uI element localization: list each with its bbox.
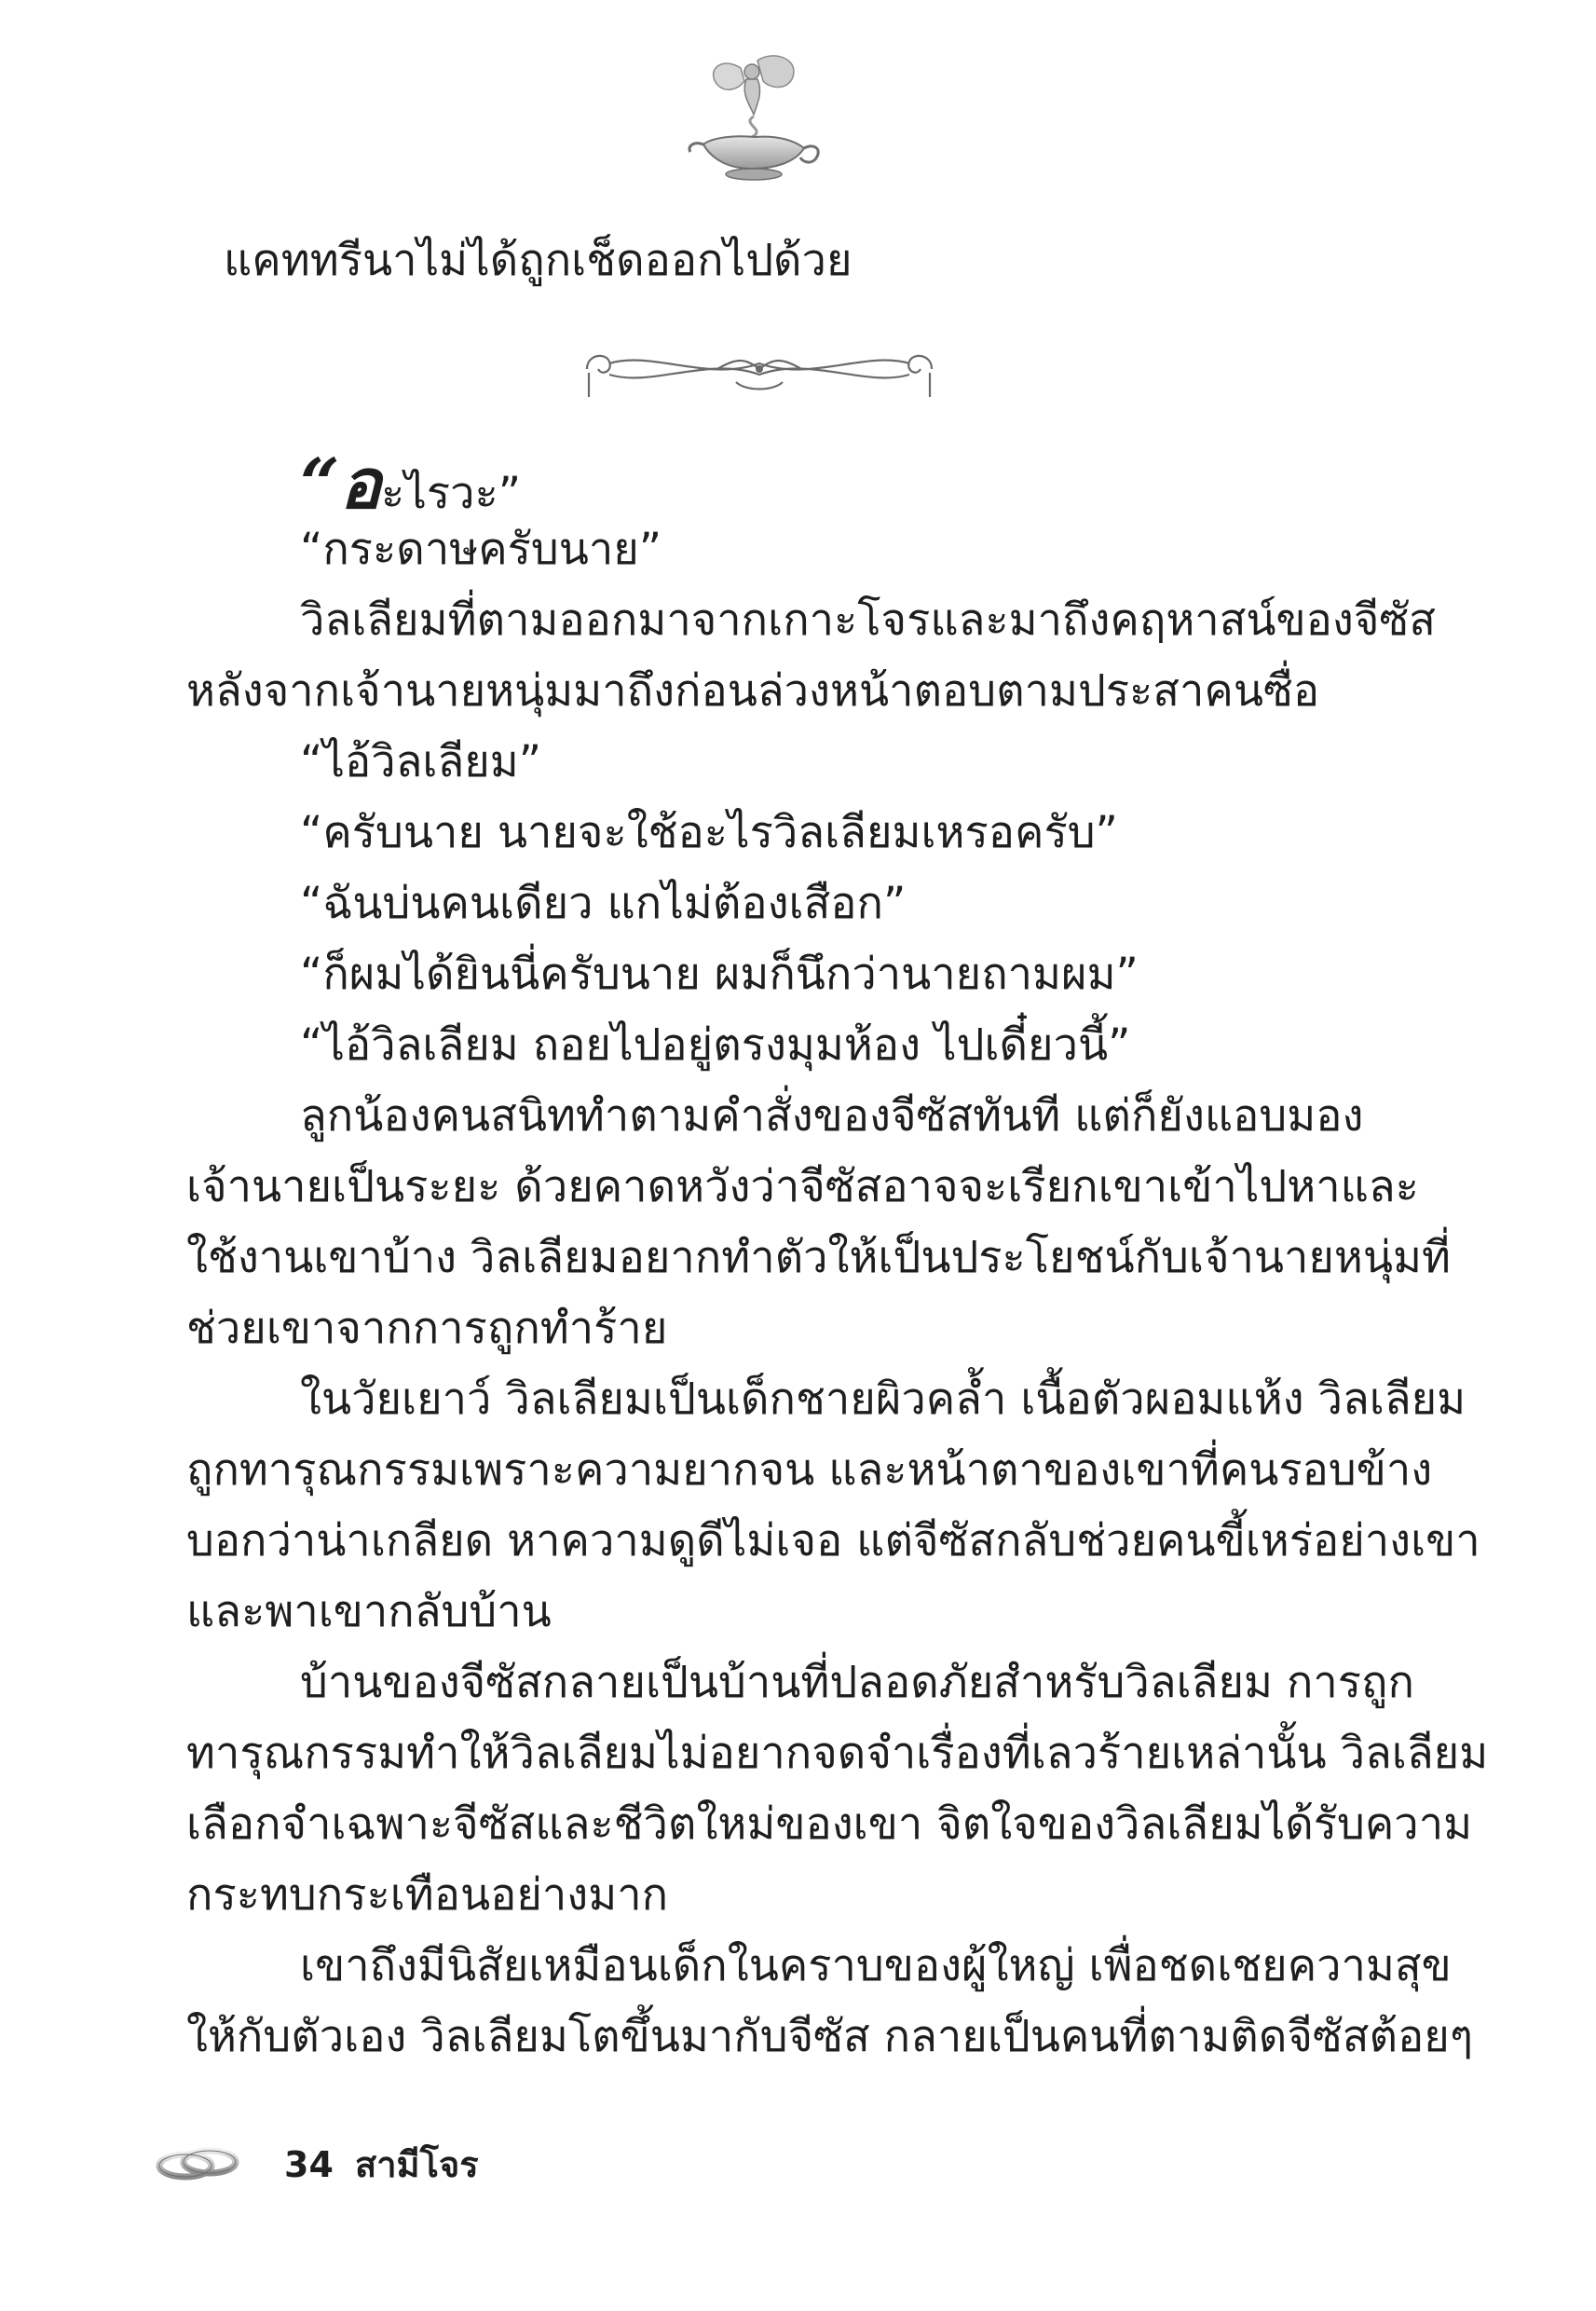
- body-line: ในวัยเยาว์ วิลเลียมเป็นเด็กชายผิวคล้ำ เนื้อตัวผอมแห้ง วิลเลียม: [300, 1374, 1466, 1425]
- body-line: ทารุณกรรมทำให้วิลเลียมไม่อยากจดจำเรื่องที่เลวร้ายเหล่านั้น วิลเลียม: [186, 1728, 1489, 1779]
- body-line: “กระดาษครับนาย”: [300, 524, 662, 575]
- body-line: “ฉันบ่นคนเดียว แกไม่ต้องเสือก”: [300, 878, 907, 929]
- body-line: “ไอ้วิลเลียม”: [300, 736, 542, 787]
- body-line: “ครับนาย นายจะใช้อะไรวิลเลียมเหรอครับ”: [300, 807, 1118, 858]
- ornamental-scroll-divider-icon: [578, 335, 941, 403]
- body-line: และพาเขากลับบ้าน: [186, 1586, 552, 1637]
- book-title: สามีโจร: [355, 2144, 479, 2185]
- wedding-rings-icon: [154, 2143, 243, 2186]
- body-line: บ้านของจีซัสกลายเป็นบ้านที่ปลอดภัยสำหรับวิลเลียม การถูก: [300, 1657, 1414, 1708]
- body-line: “ก็ผมได้ยินนี่ครับนาย ผมก็นึกว่านายถามผม”: [300, 949, 1139, 1000]
- body-line: “ไอ้วิลเลียม ถอยไปอยู่ตรงมุมห้อง ไปเดี๋ยวนี้”: [300, 1019, 1131, 1071]
- opening-quote-mark: “: [300, 444, 340, 525]
- body-line: หลังจากเจ้านายหนุ่มมาถึงก่อนล่วงหน้าตอบตามประสาคนซื่อ: [186, 665, 1320, 717]
- body-line: กระทบกระเทือนอย่างมาก: [186, 1869, 669, 1921]
- body-line: วิลเลียมที่ตามออกมาจากเกาะโจรและมาถึงคฤหาสน์ของจีซัส: [300, 595, 1436, 646]
- body-line: ช่วยเขาจากการถูกทำร้าย: [186, 1303, 668, 1354]
- drop-cap-letter: อ: [339, 444, 382, 525]
- page-number: 34: [284, 2144, 334, 2185]
- body-line: เลือกจำเฉพาะจีซัสและชีวิตใหม่ของเขา จิตใจของวิลเลียมได้รับความ: [186, 1798, 1473, 1850]
- body-line: เจ้านายเป็นระยะ ด้วยคาดหวังว่าจีซัสอาจจะเรียกเขาเข้าไปหาและ: [186, 1161, 1419, 1212]
- top-line: แคททรีนาไม่ได้ถูกเช็ดออกไปด้วย: [224, 235, 853, 286]
- genie-lamp-with-fairy-icon: [685, 51, 825, 182]
- body-line: ใช้งานเขาบ้าง วิลเลียมอยากทำตัวให้เป็นประโยชน์กับเจ้านายหนุ่มที่: [186, 1232, 1452, 1283]
- body-line: ลูกน้องคนสนิททำตามคำสั่งของจีซัสทันที แต่ก็ยังแอบมอง: [300, 1090, 1364, 1142]
- body-line: เขาถึงมีนิสัยเหมือนเด็กในคราบของผู้ใหญ่ เพื่อชดเชยความสุข: [300, 1940, 1452, 1991]
- body-line: ถูกทารุณกรรมเพราะความยากจน และหน้าตาของเขาที่คนรอบข้าง: [186, 1444, 1433, 1496]
- body-line: ให้กับตัวเอง วิลเลียมโตขึ้นมากับจีซัส กลายเป็นคนที่ตามติดจีซัสต้อยๆ: [186, 2011, 1474, 2062]
- chapter-opening-rest: ะไรวะ”: [381, 468, 522, 519]
- body-line: บอกว่าน่าเกลียด หาความดูดีไม่เจอ แต่จีซัสกลับช่วยคนขี้เหร่อย่างเขา: [186, 1515, 1480, 1566]
